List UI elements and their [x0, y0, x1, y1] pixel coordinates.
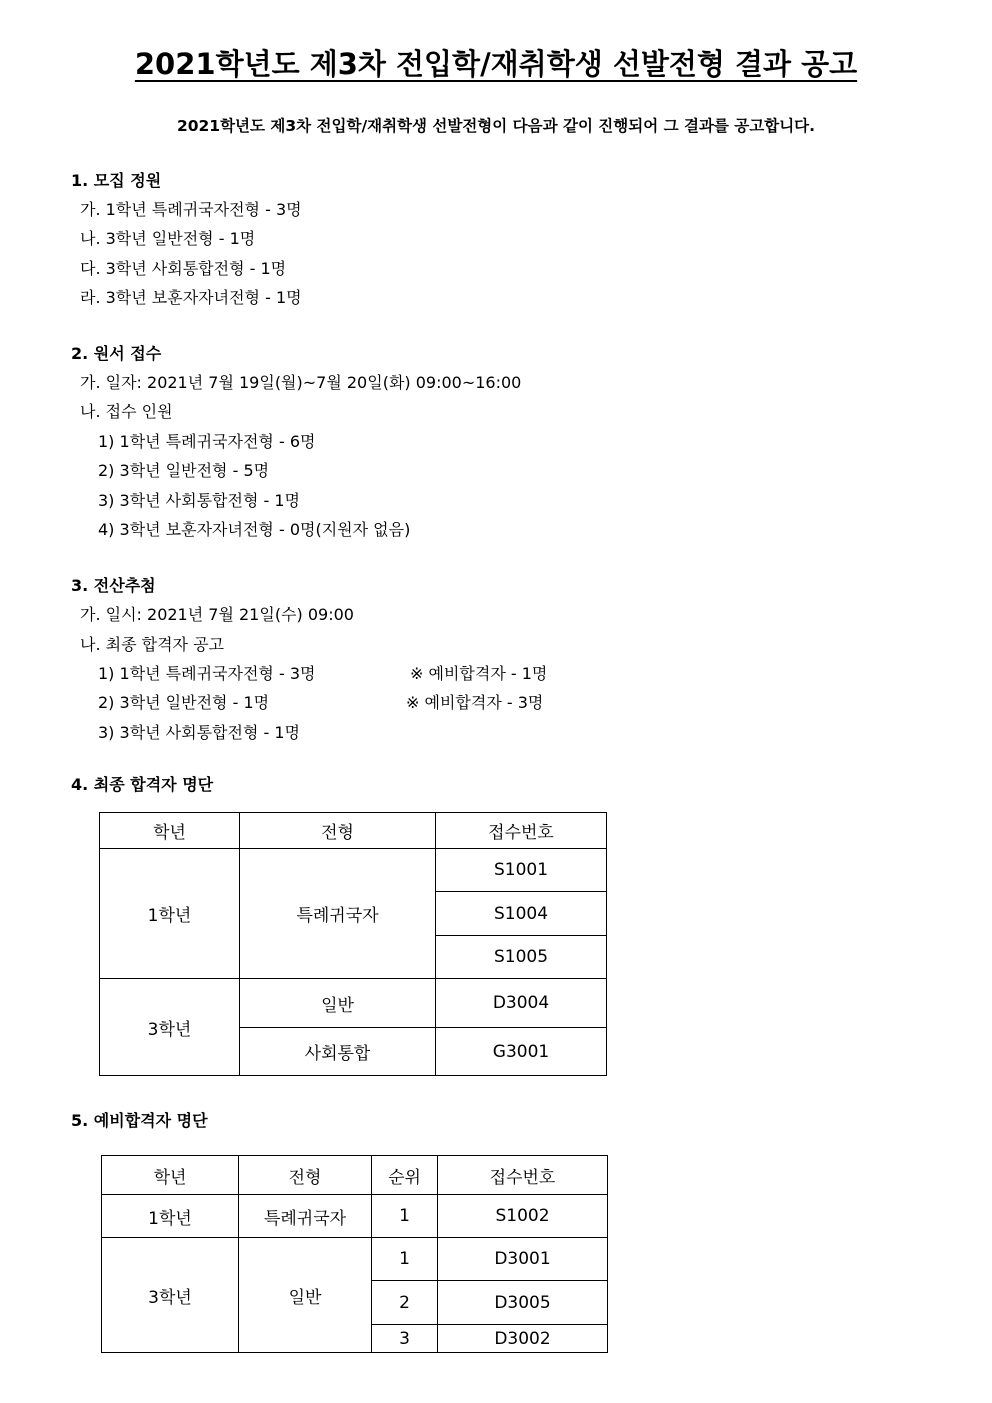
code-cell: S1002	[438, 1195, 608, 1238]
recruit-item: 라. 3학년 보훈자자녀전형 - 1명	[80, 288, 302, 307]
code-cell: S1004	[436, 892, 607, 936]
code-cell: G3001	[436, 1028, 607, 1076]
applicant-item: 4) 3학년 보훈자자녀전형 - 0명(지원자 없음)	[98, 520, 411, 539]
code-cell: D3005	[438, 1281, 608, 1325]
type-cell: 특례귀국자	[240, 849, 436, 979]
final-list-table	[99, 812, 607, 1076]
reserve-note: ※ 예비합격자 - 1명	[410, 664, 548, 683]
rank-cell: 1	[372, 1195, 438, 1238]
code-cell: D3002	[438, 1325, 608, 1353]
final-item: 3) 3학년 사회통합전형 - 1명	[98, 723, 301, 742]
type-cell: 사회통합	[240, 1028, 436, 1076]
recruit-item: 가. 1학년 특례귀국자전형 - 3명	[80, 200, 302, 219]
header-grade: 학년	[102, 1156, 239, 1195]
header-grade: 학년	[100, 813, 240, 849]
reserve-list-table	[101, 1155, 608, 1353]
type-cell: 특례귀국자	[239, 1195, 372, 1238]
reserve-note: ※ 예비합격자 - 3명	[406, 693, 544, 712]
applicant-item: 2) 3학년 일반전형 - 5명	[98, 461, 270, 480]
rank-cell: 3	[372, 1325, 438, 1353]
code-cell: S1005	[436, 936, 607, 979]
grade-cell: 3학년	[102, 1238, 239, 1353]
header-code: 접수번호	[438, 1156, 608, 1195]
final-notice-subheading: 나. 최종 합격자 공고	[80, 635, 224, 654]
grade-cell: 1학년	[100, 849, 240, 979]
code-cell: S1001	[436, 849, 607, 892]
code-cell: D3004	[436, 979, 607, 1028]
page-title: 2021학년도 제3차 전입학/재취학생 선발전형 결과 공고	[134, 47, 858, 81]
applicant-item: 1) 1학년 특례귀국자전형 - 6명	[98, 432, 316, 451]
header-type: 전형	[239, 1156, 372, 1195]
grade-cell: 1학년	[102, 1195, 239, 1238]
section-2-heading: 2. 원서 접수	[71, 344, 162, 363]
type-cell: 일반	[240, 979, 436, 1028]
type-cell: 일반	[239, 1238, 372, 1353]
section-5-heading: 5. 예비합격자 명단	[71, 1111, 208, 1130]
code-cell: D3001	[438, 1238, 608, 1281]
grade-cell: 3학년	[100, 979, 240, 1076]
application-date: 가. 일자: 2021년 7월 19일(월)~7월 20일(화) 09:00~16:00	[80, 373, 522, 392]
applicant-item: 3) 3학년 사회통합전형 - 1명	[98, 491, 301, 510]
section-3-heading: 3. 전산추첨	[71, 576, 156, 595]
applicants-subheading: 나. 접수 인원	[80, 402, 173, 421]
rank-cell: 2	[372, 1281, 438, 1325]
header-code: 접수번호	[436, 813, 607, 849]
recruit-item: 다. 3학년 사회통합전형 - 1명	[80, 259, 287, 278]
section-4-heading: 4. 최종 합격자 명단	[71, 775, 214, 794]
lottery-date: 가. 일시: 2021년 7월 21일(수) 09:00	[80, 605, 354, 624]
intro-text: 2021학년도 제3차 전입학/재취학생 선발전형이 다음과 같이 진행되어 그 결과를 공고합니다.	[176, 117, 816, 135]
header-rank: 순위	[372, 1156, 438, 1195]
final-item: 2) 3학년 일반전형 - 1명	[98, 693, 270, 712]
final-item: 1) 1학년 특례귀국자전형 - 3명	[98, 664, 316, 683]
rank-cell: 1	[372, 1238, 438, 1281]
section-1-heading: 1. 모집 정원	[71, 171, 162, 190]
recruit-item: 나. 3학년 일반전형 - 1명	[80, 229, 256, 248]
header-type: 전형	[240, 813, 436, 849]
